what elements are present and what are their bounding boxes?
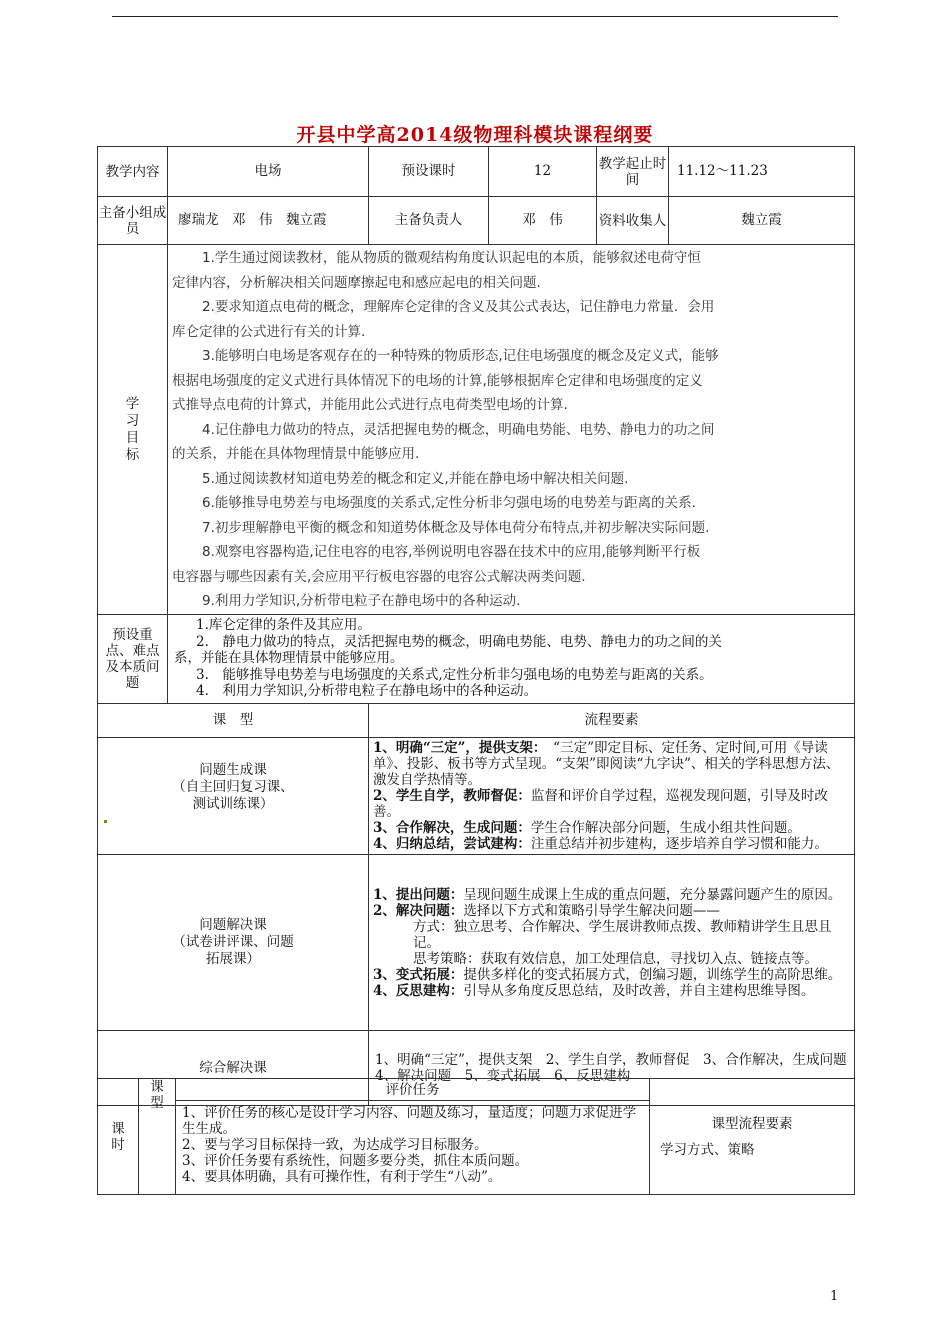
- goal-line: 电容器与哪些因素有关,会应用平行板电容器的电容公式解决两类问题.: [172, 568, 586, 585]
- period-label: 教学起止时间: [597, 147, 669, 197]
- flow-step: 1、明确“三定”，提供支架： “三定”即定目标、定任务、定时间,可用《导读单》、投影、板书等方式呈现。“支架”即阅读“九字诀”、相关的学科思想方法、激发自学热情等。: [373, 740, 840, 788]
- hours-value: 12: [489, 147, 597, 197]
- hours-label: 预设课时: [369, 147, 489, 197]
- flow-step: 2、解决问题：选择以下方式和策略引导学生解决问题——: [373, 902, 720, 919]
- syllabus-table: [97, 146, 855, 1106]
- generate-lesson-sub: （自主回归复习课、测试训练课）: [172, 779, 294, 812]
- goal-line: 定律内容，分析解决相关问题摩擦起电和感应起电的相关问题.: [172, 274, 541, 291]
- mark-dot-icon: [104, 820, 107, 823]
- page-number: 1: [830, 1289, 839, 1304]
- period-value: 11.12～11.23: [669, 147, 855, 197]
- solve-lesson-label: [98, 855, 369, 1031]
- members-value: 廖瑞龙 邓 伟 魏立霞: [168, 197, 369, 245]
- lead-value: 邓 伟: [489, 197, 597, 245]
- flow-header: 流程要素: [369, 704, 855, 738]
- key-point-line: 4. 利用力学知识,分析带电粒子在静电场中的各种运动。: [196, 683, 538, 699]
- flow-step: 1、提出问题：呈现问题生成课上生成的重点问题，充分暴露问题产生的原因。: [373, 886, 842, 903]
- document-title: 开县中学高2014级物理科模块课程纲要: [296, 124, 654, 146]
- flow-step: 3、合作解决，生成问题：学生合作解决部分问题，生成小组共性问题。: [373, 820, 801, 836]
- goal-line: 8.观察电容器构造,记住电容的电容,举例说明电容器在技术中的应用,能够判断平行板: [202, 544, 701, 560]
- collector-label: 资料收集人: [597, 197, 669, 245]
- solve-lesson-name: 问题解决课: [199, 917, 267, 933]
- generate-lesson-label: [98, 738, 369, 855]
- eval-task: 1、评价任务的核心是设计学习内容、问题及练习，量适度；问题力求促进学生生成。: [182, 1105, 637, 1137]
- goal-line: 4.记住静电力做功的特点，灵活把握电势的概念，明确电势能、电势、静电力的功之间: [202, 421, 715, 438]
- eval-task-header: 评价任务: [176, 1079, 650, 1101]
- evaluation-table: [97, 1078, 855, 1195]
- eval-task-list: [176, 1101, 650, 1195]
- goal-line: 5.通过阅读教材知道电势差的概念和定义,并能在静电场中解决相关问题.: [202, 470, 629, 487]
- generate-lesson-flow: [369, 738, 855, 855]
- goal-line: 的关系，并能在具体物理情景中能够应用.: [172, 446, 420, 462]
- goal-line: 式推导点电荷的计算式，并能用此公式进行点电荷类型电场的计算.: [172, 397, 568, 413]
- flow-step: 3、变式拓展：提供多样化的变式拓展方式，创编习题，训练学生的高阶思维。: [373, 966, 842, 983]
- goal-line: 根据电场强度的定义式进行具体情况下的电场的计算,能够根据库仑定律和电场强度的定义: [172, 372, 703, 389]
- flow-step: 思考策略：获取有效信息，加工处理信息，寻找切入点、链接点等。: [413, 950, 818, 967]
- key-points-label: 预设重点、难点及本质问题: [98, 615, 168, 704]
- eval-method-label: 学习方式、策略: [660, 1141, 755, 1158]
- goal-line: 9.利用力学知识,分析带电粒子在静电场中的各种运动.: [202, 593, 521, 609]
- collector-value: 魏立霞: [669, 197, 855, 245]
- key-point-line: 1.库仑定律的条件及其应用。: [196, 617, 371, 633]
- eval-hours-label: 课时: [98, 1079, 139, 1195]
- key-points-cell: [168, 615, 855, 704]
- lead-label: 主备负责人: [369, 197, 489, 245]
- combined-lesson-label: 综合解决课: [98, 1031, 369, 1106]
- eval-type-label: 课型: [139, 1079, 176, 1195]
- goal-line: 6.能够推导电势差与电场强度的关系式,定性分析非匀强电场的电势差与距离的关系.: [202, 495, 696, 511]
- eval-task: 4、要具体明确，具有可操作性，有利于学生“八动”。: [182, 1169, 502, 1185]
- header-rule: [112, 16, 838, 17]
- eval-task: 3、评价任务要有系统性，问题多要分类，抓住本质问题。: [182, 1153, 529, 1169]
- goal-line: 7.初步理解静电平衡的概念和知道势体概念及导体电荷分布特点,并初步解决实际问题.: [202, 519, 710, 536]
- generate-lesson-name: 问题生成课: [199, 762, 267, 778]
- content-label: 教学内容: [98, 147, 168, 197]
- flow-step: 2、学生自学，教师督促：监督和评价自学过程，巡视发现问题，引导及时改善。: [373, 788, 828, 820]
- goal-line: 2.要求知道点电荷的概念，理解库仑定律的含义及其公式表达，记住静电力常量．会用: [202, 299, 715, 315]
- goal-line: 1.学生通过阅读教材，能从物质的微观结构角度认识起电的本质，能够叙述电荷守恒: [202, 250, 701, 266]
- key-point-line: 3. 能够推导电势差与电场强度的关系式,定性分析非匀强电场的电势差与距离的关系。: [196, 666, 713, 683]
- flow-step: 方式：独立思考、合作解决、学生展讲教师点拨、教师精讲学生且思且记。: [413, 918, 832, 951]
- goal-line: 库仑定律的公式进行有关的计算.: [172, 323, 366, 340]
- flow-line: 1、明确“三定”，提供支架 2、学生自学，教师督促 3、合作解决，生成问题: [375, 1052, 847, 1068]
- flow-step: 4、反思建构：引导从多角度反思总结，及时改善，并自主建构思维导图。: [373, 982, 815, 999]
- content-value: 电场: [168, 147, 369, 197]
- goals-cell: [168, 245, 855, 615]
- members-label: 主备小组成员: [98, 197, 168, 245]
- eval-flow-cell: [650, 1079, 855, 1195]
- goals-label: 学习目标: [98, 245, 168, 615]
- goal-line: 3.能够明白电场是客观存在的一种特殊的物质形态,记住电场强度的概念及定义式，能够: [202, 348, 719, 364]
- eval-task: 2、要与学习目标保持一致，为达成学习目标服务。: [182, 1137, 488, 1153]
- flow-line: 4、解决问题 5、变式拓展 6、反思建构: [375, 1068, 631, 1084]
- flow-step: 4、归纳总结，尝试建构：注重总结并初步建构，逐步培养自学习惯和能力。: [373, 836, 828, 852]
- solve-lesson-flow: [369, 855, 855, 1031]
- key-point-line: 2. 静电力做功的特点，灵活把握电势的概念，明确电势能、电势、静电力的功之间的关: [196, 633, 722, 650]
- eval-flow-label: 课型流程要素: [711, 1115, 793, 1132]
- key-point-line: 系，并能在具体物理情景中能够应用。: [174, 650, 404, 666]
- type-header: 课 型: [98, 704, 369, 738]
- solve-lesson-sub: （试卷讲评课、问题拓展课）: [172, 934, 294, 967]
